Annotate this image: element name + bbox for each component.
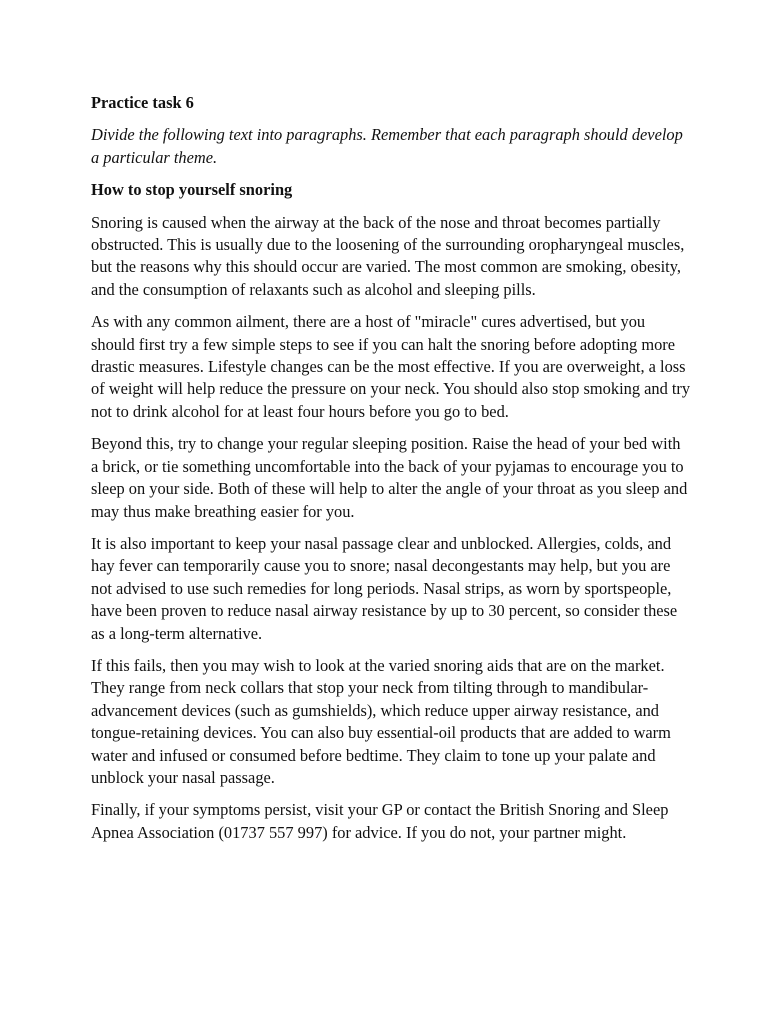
document-page bbox=[91, 92, 691, 854]
article-paragraph-3: Beyond this, try to change your regular sleeping position. Raise the head of your bed with a brick, or tie something uncomfortable into the back of your pyjamas to encourage you to sleep on your side. Both of these will help to alter the angle of your throat as you sleep and may thus make breathing easier for you. bbox=[91, 434, 688, 521]
article-paragraph-6: Finally, if your symptoms persist, visit your GP or contact the British Snoring and Sleep Apnea Association (01737 557 997) for advice. If you do not, your partner might. bbox=[91, 800, 669, 842]
article-title: How to stop yourself snoring bbox=[91, 180, 293, 200]
task-title: Practice task 6 bbox=[91, 93, 194, 112]
article-paragraph-1: Snoring is caused when the airway at the back of the nose and throat becomes partially obstructed. This is usually due to the loosening of the surrounding oropharyngeal muscles, but the reasons why this should occur are varied. The most common are smoking, obesity, and the consumption of relaxants such as alcohol and sleeping pills. bbox=[91, 212, 685, 299]
article-paragraph-5: If this fails, then you may wish to look at the varied snoring aids that are on the market. They range from neck collars that stop your neck from tilting through to mandibular-advancement devices (such as gumshields), which reduce upper airway resistance, and tongue-retaining devices. You can also buy essential-oil products that are added to warm water and infused or consumed before bedtime. They claim to tone up your palate and unblock your nasal passage. bbox=[91, 655, 671, 787]
article-paragraph-4: It is also important to keep your nasal passage clear and unblocked. Allergies, colds, and hay fever can temporarily cause you to snore; nasal decongestants may help, but you are not advised to use such remedies for long periods. Nasal strips, as worn by sportspeople, have been proven to reduce nasal airway resistance by up to 30 percent, so consider these as a long-term alternative. bbox=[91, 533, 678, 643]
task-instruction: Divide the following text into paragraphs. Remember that each paragraph should develop a particular theme. bbox=[91, 125, 683, 167]
article-paragraph-2: As with any common ailment, there are a host of "miracle" cures advertised, but you should first try a few simple steps to see if you can halt the snoring before adopting more drastic measures. Lifestyle changes can be the most effective. If you are overweight, a loss of weight will help reduce the pressure on your neck. You should also stop smoking and try not to drink alcohol for at least four hours before you go to bed. bbox=[91, 312, 691, 421]
